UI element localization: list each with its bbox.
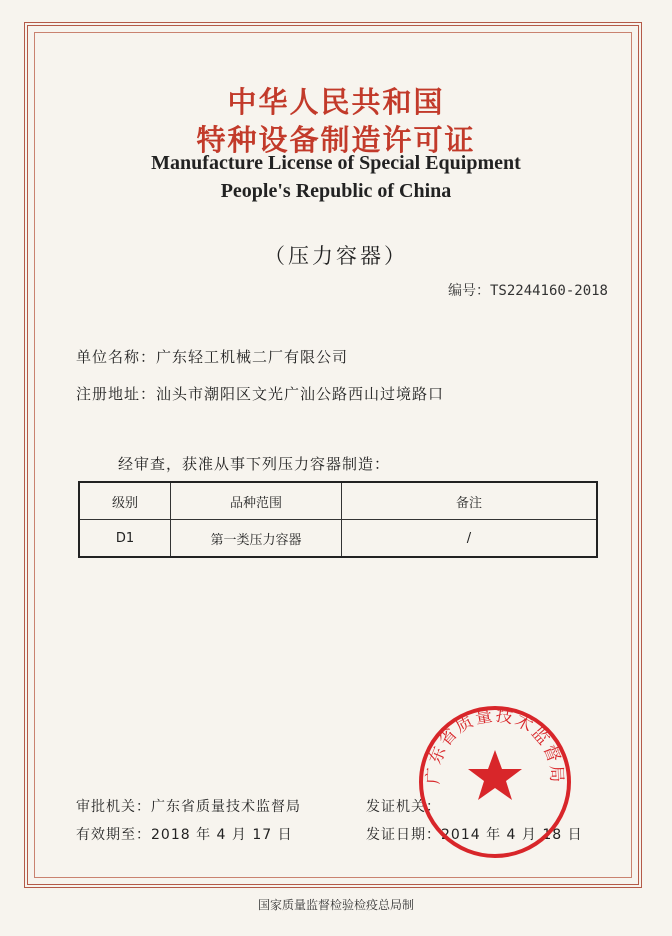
approval-authority-value: 广东省质量技术监督局 xyxy=(151,799,301,815)
seal-text: 广东省质量技术监督局 xyxy=(423,705,567,785)
license-number-label: 编号： xyxy=(447,283,490,299)
cell-remarks: / xyxy=(342,520,598,558)
license-number xyxy=(448,280,608,300)
issuer-footer: 国家质量监督检验检疫总局制 xyxy=(257,898,414,912)
unit-name-label: 单位名称： xyxy=(76,348,157,366)
unit-name-field xyxy=(76,346,348,367)
table-header-row xyxy=(79,482,597,520)
title-en-country: People's Republic of China xyxy=(220,180,452,202)
approval-authority-label: 审批机关： xyxy=(76,799,151,815)
cell-scope: 第一类压力容器 xyxy=(171,520,342,558)
equipment-category: （压力容器） xyxy=(264,244,408,268)
approval-authority xyxy=(76,796,301,816)
official-seal-icon xyxy=(415,702,575,862)
valid-until-value: 2018 年 4 月 17 日 xyxy=(151,827,293,843)
address-field xyxy=(76,383,444,404)
cell-level: D1 xyxy=(79,520,171,558)
approval-statement: 经审查，获准从事下列压力容器制造： xyxy=(118,455,391,473)
address-value: 汕头市潮阳区文光广汕公路西山过境路口 xyxy=(156,385,445,403)
table-row xyxy=(79,520,597,558)
license-number-value: TS2244160-2018 xyxy=(489,283,608,299)
title-en-license: Manufacture License of Special Equipment xyxy=(151,152,521,174)
address-label: 注册地址： xyxy=(76,385,157,403)
header-level: 级别 xyxy=(79,482,171,520)
title-zh-license: 特种设备制造许可证 xyxy=(196,123,476,157)
scope-table xyxy=(78,481,598,558)
header-remarks: 备注 xyxy=(342,482,598,520)
issue-date-value: 2014 年 4 月 18 日 xyxy=(441,827,583,843)
issuing-authority-label: 发证机关： xyxy=(366,799,441,815)
issue-date-label: 发证日期： xyxy=(366,827,441,843)
unit-name-value: 广东轻工机械二厂有限公司 xyxy=(156,348,349,366)
valid-until xyxy=(76,824,293,844)
header-scope: 品种范围 xyxy=(171,482,342,520)
title-zh-country: 中华人民共和国 xyxy=(227,85,445,119)
valid-until-label: 有效期至： xyxy=(76,827,151,843)
